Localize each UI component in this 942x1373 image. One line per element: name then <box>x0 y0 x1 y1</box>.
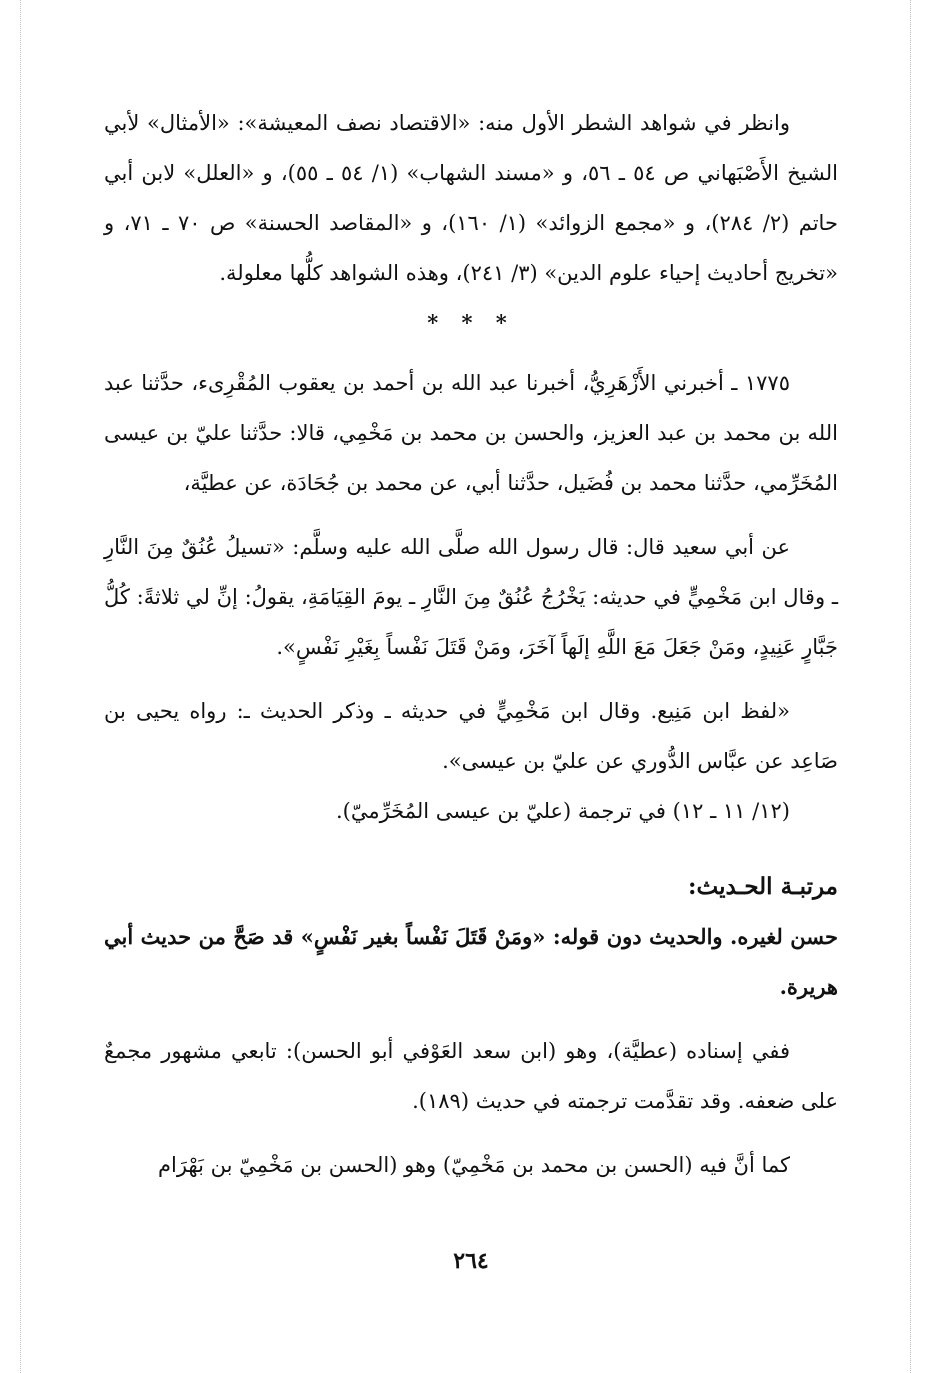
margin-rule-right <box>910 0 911 1373</box>
page-number: ٢٦٤ <box>453 1248 489 1274</box>
paragraph-quote: «لفظ ابن مَنِيع. وقال ابن مَخْمِيٍّ في حديثه ـ وذكر الحديث ـ: رواه يحيى بن صَاعِد عن عبَّاس الدُّوري عن عليّ بن عيسى». <box>104 699 838 773</box>
page-body <box>104 98 838 1190</box>
section-heading-rank: مرتبـة الحـديث: <box>688 873 838 900</box>
section-separator: * * * <box>427 310 515 335</box>
paragraph-narrator-atiyya: ففي إسناده (عطيَّة)، وهو (ابن سعد العَوْفي أبو الحسن): تابعي مشهور مجمعٌ على ضعفه. وقد تقدَّمت ترجمته في حديث (١٨٩). <box>104 1039 838 1113</box>
paragraph-hadith-matn: عن أبي سعيد قال: قال رسول الله صلَّى الله عليه وسلَّم: «تسيلُ عُنُقٌ مِنَ النَّارِ ـ وقال ابن مَخْمِيٍّ في حديثه: يَخْرُجُ عُنُقٌ مِنَ النَّارِ ـ يومَ القِيَامَةِ، يقولُ: إنِّ لي ثلاثةً: كُلُّ جَبَّارٍ عَنِيدٍ، ومَنْ جَعَلَ مَعَ اللَّهِ إلَهاً آخَرَ، ومَنْ قَتَلَ نَفْساً بِغَيْرِ نَفْسٍ». <box>104 535 838 659</box>
paragraph-ruling: حسن لغيره. والحديث دون قوله: «ومَنْ قَتَلَ نَفْساً بغير نَفْسٍ» قد صَحَّ من حديث أبي هريرة. <box>104 924 838 999</box>
paragraph-hadith-isnad: ١٧٧٥ ـ أخبرني الأَزْهَرِيُّ، أخبرنا عبد الله بن أحمد بن يعقوب المُقْرِىء، حدَّثنا عبد الله بن محمد بن عبد العزيز، والحسن بن محمد بن مَخْمِي، قالا: حدَّثنا عليّ بن عيسى المُخَرِّمي، حدَّثنا محمد بن فُضَيل، حدَّثنا أبي، عن محمد بن جُحَادَة، عن عطيَّة، <box>104 371 838 495</box>
margin-rule-left <box>20 0 21 1373</box>
paragraph-reference: (١٢/ ١١ ـ ١٢) في ترجمة (عليّ بن عيسى المُخَرِّميّ). <box>335 799 790 823</box>
paragraph-narrator-hasan: كما أنَّ فيه (الحسن بن محمد بن مَخْمِيّ) وهو (الحسن بن مَخْمِيّ بن بَهْرَام <box>158 1153 790 1177</box>
paragraph-shawahid: وانظر في شواهد الشطر الأول منه: «الاقتصاد نصف المعيشة»: «الأمثال» لأبي الشيخ الأَصْبَهاني ص ٥٤ ـ ٥٦، و «مسند الشهاب» (١/ ٥٤ ـ ٥٥)، و «العلل» لابن أبي حاتم (٢/ ٢٨٤)، و «مجمع الزوائد» (١/ ١٦٠)، و «المقاصد الحسنة» ص ٧٠ ـ ٧١، و «تخريج أحاديث إحياء علوم الدين» (٣/ ٢٤١)، وهذه الشواهد كلُّها معلولة. <box>104 111 838 285</box>
